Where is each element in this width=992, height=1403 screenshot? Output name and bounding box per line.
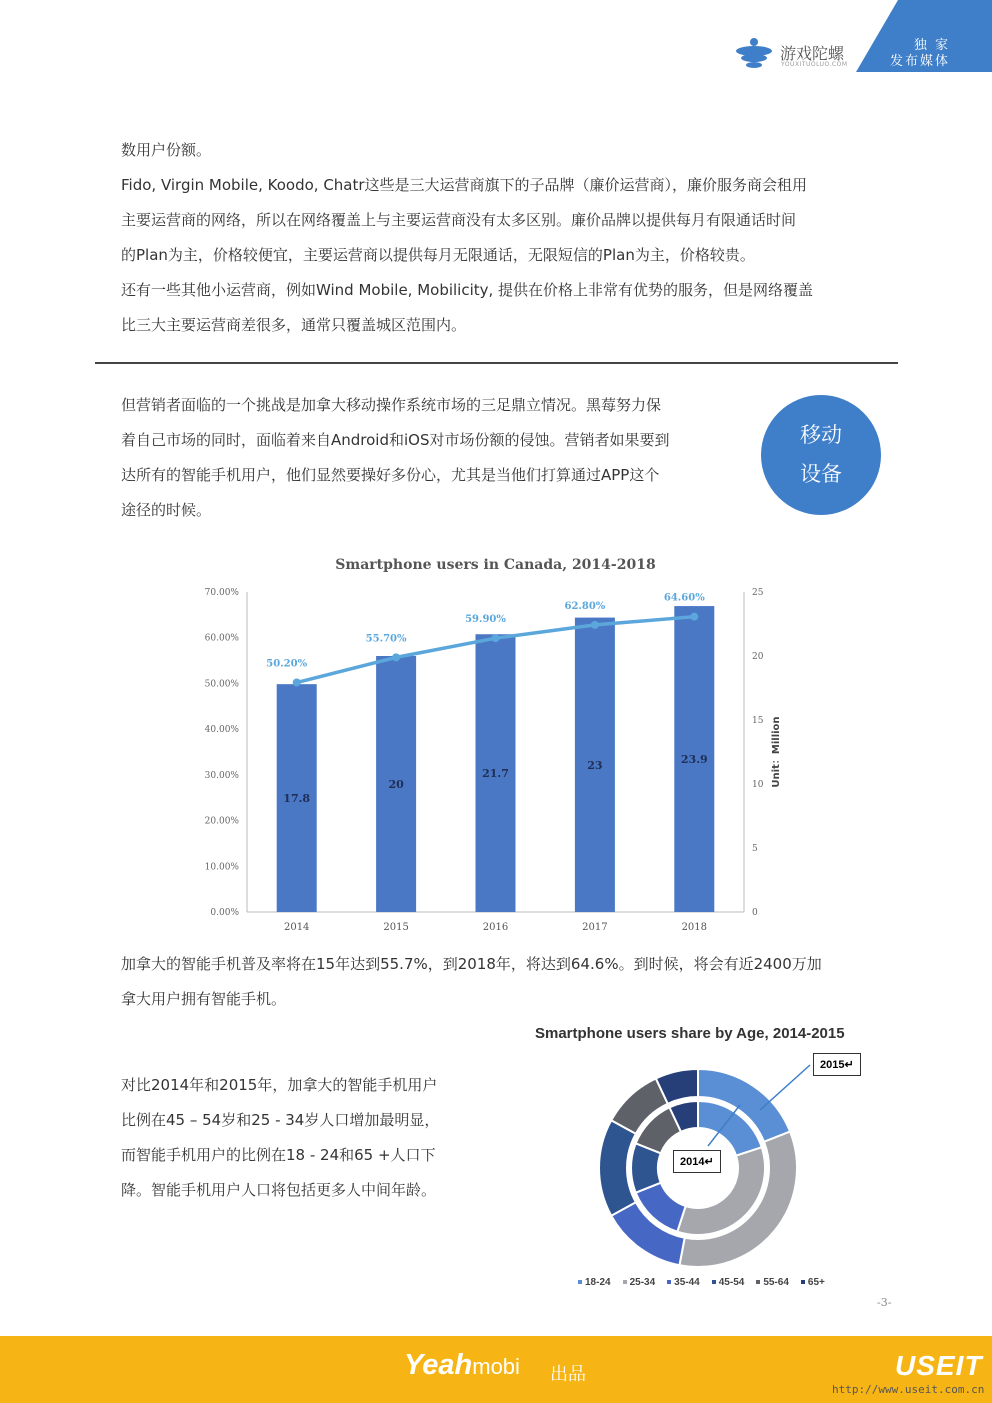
left-tick-label: 70.00%: [204, 588, 239, 598]
x-tick-label: 2014: [283, 922, 310, 933]
line-point: [690, 613, 698, 621]
paragraph-line: 降。智能手机用户人口将包括更多人中间年龄。: [121, 1181, 437, 1199]
paragraph-line: 对比2014年和2015年，加拿大的智能手机用户: [121, 1076, 438, 1094]
right-tick-label: 10: [752, 780, 764, 790]
brand-subtitle: YOUXITUOLUO.COM: [781, 61, 848, 68]
left-tick-label: 40.00%: [204, 725, 239, 736]
header-tag-line2: 发布媒体: [889, 54, 950, 69]
callout-2015: 2015↵: [813, 1053, 861, 1076]
paragraph-line: 达所有的智能手机用户，他们显然要操好多份心，尤其是当他们打算通过APP这个: [121, 466, 660, 484]
callout-2014: 2014↵: [673, 1150, 721, 1173]
paragraph-line: 比三大主要运营商差很多，通常只覆盖城区范围内。: [121, 316, 467, 334]
legend-item: 55-64: [756, 1277, 789, 1288]
bar-value-label: 17.8: [283, 792, 311, 806]
yeahmobi-logo-bold: Yeah: [404, 1349, 473, 1381]
paragraph-line: 主要运营商的网络，所以在网络覆盖上与主要运营商没有太多区别。廉价品牌以提供每月有限通话时间: [121, 211, 797, 229]
paragraph-line: 数用户份额。: [121, 141, 212, 159]
mobile-device-badge: [761, 395, 881, 515]
page-number: -3-: [877, 1296, 892, 1309]
callout-arrow-2015: [760, 1065, 810, 1110]
line-value-label: 55.70%: [365, 633, 407, 645]
badge-line1: 移动: [800, 423, 842, 447]
brand-name: 游戏陀螺: [780, 44, 845, 63]
yeahmobi-logo: [404, 1349, 520, 1382]
legend-item: 45-54: [712, 1277, 745, 1288]
right-tick-label: 5: [752, 844, 758, 854]
x-tick-label: 2017: [582, 922, 608, 933]
bar-value-label: 21.7: [482, 767, 509, 781]
age-share-donut-chart: [590, 1050, 870, 1270]
right-tick-label: 25: [752, 588, 764, 598]
legend-item: 65+: [801, 1277, 825, 1288]
x-tick-label: 2016: [482, 922, 509, 933]
smartphone-users-chart: [180, 550, 820, 940]
line-value-label: 64.60%: [663, 592, 705, 604]
line-value-label: 50.20%: [266, 658, 308, 670]
right-tick-label: 0: [752, 908, 758, 918]
line-point: [492, 634, 500, 642]
paragraph-line: 途径的时候。: [121, 501, 212, 519]
right-axis-label: Unit：Million: [771, 716, 782, 788]
line-point: [392, 653, 400, 661]
x-tick-label: 2015: [383, 922, 409, 933]
left-tick-label: 50.00%: [204, 679, 239, 690]
left-tick-label: 20.00%: [204, 816, 239, 827]
line-point: [591, 621, 599, 629]
paragraph-line: 还有一些其他小运营商，例如Wind Mobile, Mobilicity, 提供在价格上非常有优势的服务，但是网络覆盖: [121, 281, 814, 299]
legend-item: 35-44: [667, 1277, 700, 1288]
paragraph-line: Fido, Virgin Mobile, Koodo, Chatr这些是三大运营商旗下的子品牌（廉价运营商），廉价服务商会租用: [121, 176, 808, 194]
chart-title: Smartphone users in Canada, 2014-2018: [335, 557, 656, 573]
bar-value-label: 20: [388, 778, 404, 791]
section-divider: [95, 362, 898, 364]
right-tick-label: 15: [752, 716, 764, 726]
spinning-top-logo-icon: [732, 36, 776, 72]
header-tag-line1: 独 家: [913, 38, 950, 53]
donut-chart-title: Smartphone users share by Age, 2014-2015: [535, 1025, 845, 1042]
left-tick-label: 60.00%: [204, 633, 239, 644]
badge-line2: 设备: [800, 462, 842, 486]
paragraph-line: 但营销者面临的一个挑战是加拿大移动操作系统市场的三足鼎立情况。黑莓努力保: [121, 396, 662, 414]
line-point: [293, 679, 301, 687]
useit-watermark: USEIT: [895, 1350, 983, 1381]
x-tick-label: 2018: [681, 922, 708, 933]
paragraph-line: 着自己市场的同时，面临着来自Android和iOS对市场份额的侵蚀。营销者如果要到: [121, 431, 670, 449]
line-value-label: 59.90%: [465, 614, 506, 626]
bar-value-label: 23: [587, 758, 603, 772]
yeahmobi-logo-light: mobi: [472, 1354, 520, 1379]
paragraph-line: 而智能手机用户的比例在18 - 24和65 +人口下: [121, 1146, 436, 1164]
paragraph-line: 的Plan为主，价格较便宜，主要运营商以提供每月无限通话，无限短信的Plan为主，价格较贵。: [121, 246, 755, 264]
left-tick-label: 30.00%: [204, 770, 239, 781]
bar-value-label: 23.9: [680, 753, 708, 767]
line-value-label: 62.80%: [564, 600, 606, 612]
legend-item: 18-24: [578, 1277, 611, 1288]
paragraph-line: 比例在45 – 54岁和25 - 34岁人口增加最明显，: [121, 1111, 440, 1129]
paragraph-line: 拿大用户拥有智能手机。: [121, 990, 287, 1008]
right-tick-label: 20: [752, 652, 764, 662]
left-tick-label: 0.00%: [210, 908, 239, 918]
footer-url: http://www.useit.com.cn: [832, 1383, 985, 1396]
paragraph-line: 加拿大的智能手机普及率将在15年达到55.7%，到2018年，将达到64.6%。到时候，将会有近2400万加: [121, 955, 822, 973]
donut-legend: [578, 1277, 837, 1288]
left-tick-label: 10.00%: [204, 862, 239, 873]
legend-item: 25-34: [623, 1277, 656, 1288]
produced-by-label: 出品: [550, 1364, 586, 1385]
